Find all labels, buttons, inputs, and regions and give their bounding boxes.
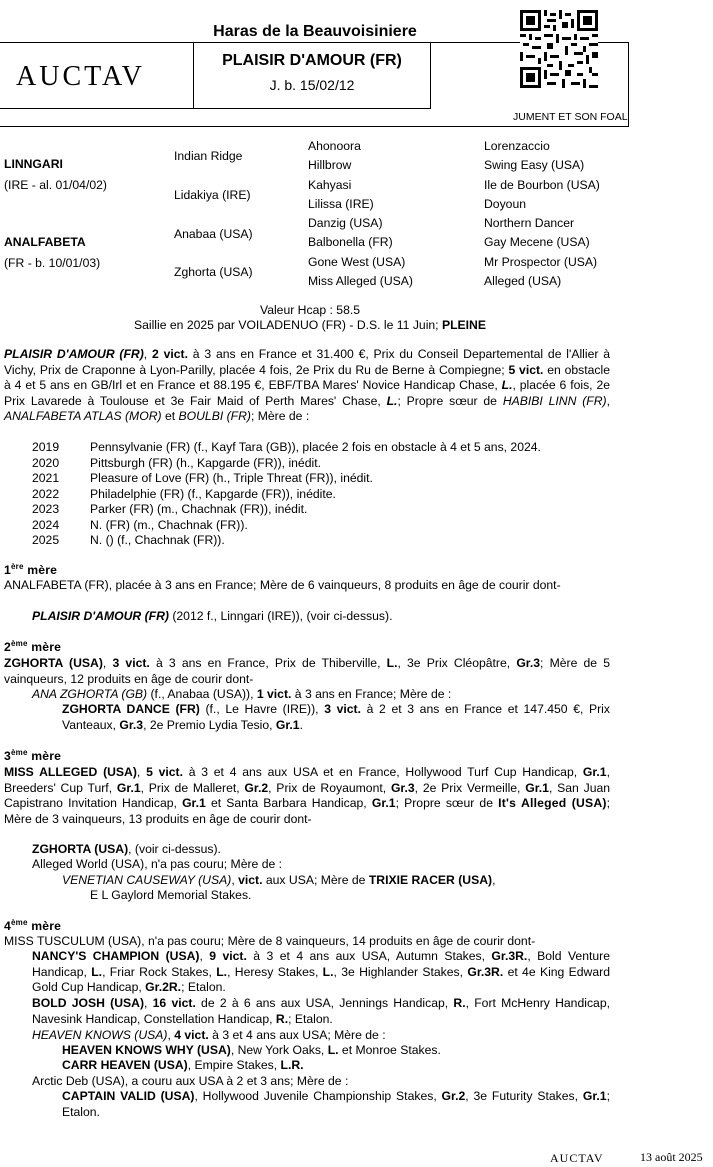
dam-2-heading [4, 640, 61, 656]
dam-3-heading [4, 749, 61, 765]
dam-1-child [32, 609, 392, 625]
gen4-8: Alleged (USA) [484, 274, 562, 288]
dam-3-alleged-world: Alleged World (USA), n'a pas couru; Mère de : [32, 857, 283, 871]
dam-3-text-3: , Prix de Malleret, [140, 780, 240, 795]
nancy-name: NANCY'S CHAMPION (USA) [32, 949, 200, 963]
dam-3-victories: 5 vict. [146, 765, 183, 779]
dance-text-1: (f., Le Havre (IRE)), [199, 702, 319, 716]
gen4-6: Gay Mecene (USA) [484, 235, 590, 249]
dam-1-num: 1 [4, 563, 11, 577]
summary-atlas: ANALFABETA ATLAS (MOR) [4, 409, 162, 423]
dam-3-text-1: à 3 et 4 ans aux USA et en France, Hollywood Turf Cup Handicap, [182, 765, 578, 779]
gen4-4: Doyoun [484, 197, 527, 211]
dam-2-name: ZGHORTA (USA) [4, 656, 103, 670]
dam-1-word: mère [23, 563, 58, 577]
header-divider-left [0, 108, 193, 109]
dam-1-sup: ère [10, 561, 24, 571]
gen2-3: Anabaa (USA) [174, 227, 253, 241]
hkw-name: HEAVEN KNOWS WHY (USA) [62, 1043, 231, 1057]
gen3-8: Miss Alleged (USA) [308, 274, 413, 288]
dam-2-text: ZGHORTA (USA), 3 vict. à 3 ans en France, Prix de Thiberville, L., 3e Prix Cléopâtre, Gr.3; Mère de 5 vainqueurs, 12 produits en âge de courir dont- [4, 656, 611, 686]
produce-text: Pleasure of Love (FR) (h., Triple Threat (FR)), inédit. [90, 471, 373, 485]
summary-sister: HABIBI LINN (FR) [502, 393, 607, 408]
venetian-causeway: VENETIAN CAUSEWAY (USA) [62, 873, 232, 887]
hk-text-1: , [167, 1028, 171, 1042]
dam-2-text-3: ; Mère de 5 vainqueurs, 12 produits en âge de courir dont- [4, 656, 611, 686]
produce-year: 2021 [32, 471, 60, 485]
nancy-text-6: , 3e Highlander Stakes, [333, 964, 464, 979]
trixie-text: , [492, 873, 496, 887]
nancys-champion [32, 949, 610, 996]
cap-text-2: , 3e Futurity Stakes, [465, 1089, 579, 1103]
hk-text-2: à 3 et 4 ans aux USA; Mère de : [208, 1028, 386, 1042]
produce-year: 2024 [32, 517, 60, 532]
dam-3-text-9: ; Mère de 3 vainqueurs, 13 produits en âge de courir dont- [4, 796, 610, 826]
dam-4-text: MISS TUSCULUM (USA), n'a pas couru; Mère de 8 vainqueurs, 14 produits en âge de courir dont- [4, 934, 536, 948]
cap-text-1: , Hollywood Juvenile Championship Stakes, [194, 1089, 437, 1103]
produce-year: 2020 [32, 455, 60, 470]
hk-name: HEAVEN KNOWS (USA) [32, 1028, 168, 1042]
dam-3-sibling: It's Alleged (USA) [498, 796, 607, 810]
gen3-4: Lilissa (IRE) [308, 197, 374, 211]
produce-row [32, 533, 632, 549]
bold-text-4: ; Etalon. [288, 1011, 333, 1026]
dam-3-group: Gr.3 [390, 780, 415, 795]
produce-row [32, 471, 632, 487]
dam-name: ANALFABETA [4, 235, 86, 249]
gen3-7: Gone West (USA) [308, 255, 406, 269]
nancy-listed: L. [91, 964, 103, 979]
dam-3-text-6: , San Juan Capistrano Invitation Handicap, [4, 780, 611, 810]
dam-2-listed: L. [386, 656, 398, 670]
gen3-2: Hillbrow [308, 158, 352, 172]
summary-listed-2: L. [386, 393, 398, 408]
summary-text-2: en obstacle à 4 et 5 ans en GB/Irl et en France et 88.195 €, EBF/TBA Mares' Novice Handicap Chase, [4, 362, 610, 392]
dam-2-text-2: , 3e Prix Cléopâtre, [397, 656, 511, 670]
summary-boulbi: BOULBI (FR) [178, 409, 251, 423]
dam-1-heading [4, 563, 57, 579]
gen2-4: Zghorta (USA) [174, 265, 253, 279]
sire-name: LINNGARI [4, 157, 63, 171]
hcap-value: Valeur Hcap : 58.5 [259, 303, 361, 317]
produce-text: Pennsylvanie (FR) (f., Kayf Tara (GB)), placée 2 fois en obstacle à 4 et 5 ans, 2024. [90, 440, 541, 454]
dam-2-num: 2 [4, 640, 11, 654]
gen3-6: Balbonella (FR) [308, 235, 393, 249]
nancy-victories: 9 vict. [209, 949, 247, 963]
heaven-knows-why [62, 1043, 441, 1059]
dam-4-num: 4 [4, 919, 11, 933]
gen2-1: Indian Ridge [174, 149, 243, 163]
nancy-group: Gr.2R. [145, 980, 182, 994]
dam-1-child-name: PLAISIR D'AMOUR (FR) [32, 609, 169, 623]
gen4-1: Lorenzaccio [484, 139, 550, 153]
zghorta-ref: ZGHORTA (USA) [32, 842, 129, 856]
dam-3-text-8: ; Propre sœur de [395, 796, 493, 810]
summary-listed-1: L. [501, 378, 513, 392]
dam-2-victories: 3 vict. [112, 656, 150, 670]
gen3-5: Danzig (USA) [308, 216, 383, 230]
nancy-group: Gr.3R. [467, 964, 504, 979]
category-label: JUMENT ET SON FOAL [513, 111, 628, 123]
dance-text-4: . [299, 717, 303, 732]
produce-year: 2025 [32, 533, 60, 547]
carr-heaven [62, 1058, 304, 1074]
venetian-victories: vict. [238, 873, 263, 887]
summary-text-6: et [161, 409, 176, 423]
produce-text: N. () (f., Chachnak (FR)). [90, 533, 225, 547]
dance-victories: 3 vict. [324, 702, 362, 716]
produce-row [32, 487, 632, 503]
nancy-text-7: et 4e King Edward Gold Cup Handicap, [32, 964, 610, 994]
ana-victories: 1 vict. [256, 687, 292, 701]
cap-text-3: ; Etalon. [62, 1089, 610, 1119]
bold-name: BOLD JOSH (USA) [32, 996, 145, 1010]
ana-zghorta: ANA ZGHORTA (GB) [32, 687, 148, 701]
saillie-status: PLEINE [441, 318, 486, 332]
bold-victories: 16 vict. [152, 996, 196, 1010]
auctav-logo: AUCTAV [16, 61, 145, 92]
produce-year: 2022 [32, 486, 60, 501]
nancy-text-2: à 3 et 4 ans aux USA, Autumn Stakes, [246, 949, 485, 963]
bold-restricted: R. [275, 1011, 289, 1026]
captain-valid [62, 1089, 610, 1120]
summary-victories: 2 vict. [152, 347, 188, 361]
dam-2-text-1: à 3 ans en France, Prix de Thiberville, [149, 656, 381, 670]
footer-logo: AUCTAV [550, 1151, 604, 1165]
hk-victories: 4 vict. [174, 1028, 209, 1042]
produce-year: 2019 [32, 440, 60, 454]
carr-listed: L.R. [280, 1058, 304, 1072]
cap-group: Gr.2 [441, 1089, 466, 1103]
produce-text: N. (FR) (m., Chachnak (FR)). [90, 517, 248, 532]
dam-3-group: Gr.1 [182, 796, 206, 810]
dam-3-sup: ème [10, 747, 28, 757]
zghorta-ref-text: , (voir ci-dessus). [128, 842, 221, 856]
produce-list [32, 440, 632, 549]
footer-date: 13 août 2025 [640, 1150, 703, 1164]
dam-3-venetian [62, 873, 610, 889]
dam-3-word: mère [27, 749, 62, 763]
summary-horse-name: PLAISIR D'AMOUR (FR) [4, 347, 144, 361]
hkw-listed: L. [327, 1043, 339, 1057]
nancy-text-8: ; Etalon. [181, 980, 226, 994]
dam-3-group: Gr.1 [116, 780, 141, 795]
gen3-1: Ahonoora [308, 139, 361, 153]
gen4-5: Northern Dancer [484, 216, 575, 230]
arctic-deb: Arctic Deb (USA), a couru aux USA à 2 et 3 ans; Mère de : [32, 1074, 349, 1088]
dam-3-text-7: et Santa Barbara Handicap, [205, 796, 367, 810]
heaven-knows [32, 1028, 386, 1044]
dam-2-daughter [32, 687, 451, 703]
nancy-listed: L. [216, 964, 228, 979]
nancy-text-1: , [199, 949, 203, 963]
produce-row [32, 440, 632, 456]
gen2-2: Lidakiya (IRE) [174, 188, 251, 202]
sire-info: (IRE - al. 01/04/02) [4, 178, 107, 192]
summary-text-4: ; Propre sœur de [397, 393, 497, 408]
dam-3-group: Gr.2 [244, 780, 269, 795]
gen3-3: Kahyasi [308, 178, 352, 192]
nancy-listed: L. [322, 964, 334, 979]
nancy-group: Gr.3R. [491, 949, 528, 963]
dam-3-group: Gr.1 [525, 780, 549, 795]
dam-3-zghorta [32, 842, 221, 858]
hkw-text-2: et Monroe Stakes. [338, 1043, 441, 1057]
ana-text-2: à 3 ans en France; Mère de : [291, 687, 452, 701]
summary-victories-2: 5 vict. [508, 362, 544, 377]
dam-1-text: ANALFABETA (FR), placée à 3 ans en France; Mère de 6 vainqueurs, 8 produits en âge de courir dont- [4, 578, 561, 592]
dam-2-group: Gr.3 [516, 656, 541, 670]
dam-4-heading [4, 919, 61, 935]
dance-group-3: Gr.3 [119, 717, 144, 732]
saillie-text: Saillie en 2025 par VOILADENUO (FR) - D.S. le 11 Juin; [133, 318, 439, 332]
header-category-line [0, 126, 628, 127]
gen4-2: Swing Easy (USA) [484, 158, 585, 172]
dam-3-text-4: , Prix de Royaumont, [268, 780, 387, 795]
produce-row [32, 518, 632, 534]
produce-year: 2023 [32, 502, 60, 516]
dam-3-text-5: , 2e Prix Vermeille, [414, 780, 521, 795]
dam-info: (FR - b. 10/01/03) [4, 256, 101, 270]
nancy-text-5: , Heresy Stakes, [227, 964, 319, 979]
dance-text-2: à 2 et 3 ans en France et 147.450 €, Prix Vanteaux, [62, 702, 610, 732]
horse-name: PLAISIR D'AMOUR (FR) [222, 52, 402, 69]
summary-text-3: , placée 6 fois, 2e Prix Lavarede à Toulouse et 3e Fair Maid of Perth Mares' Chase, [4, 378, 611, 408]
bold-text-1: , [144, 996, 148, 1010]
trixie-racer: TRIXIE RACER (USA) [368, 873, 493, 887]
venetian-text-2: aux USA; Mère de [262, 873, 366, 887]
horse-summary: PLAISIR D'AMOUR (FR), 2 vict. à 3 ans en France et 31.400 €, Prix du Conseil Departemental de l'Allier à Vichy, Prix de Craponne à Lyon-Parilly, placée 4 fois, 2e Prix du Ru de Berne à Compiegne; 5 vict. en obstacle à 4 et 5 ans en GB/Irl et en France et 88.195 €, EBF/TBA Mares' Novice Handicap Chase, L., placée 6 fois, 2e Prix Lavarede à Toulouse et 3e Fair Maid of Perth Mares' Chase, L.; Propre sœur de HABIBI LINN (FR), ANALFABETA ATLAS (MOR) et BOULBI (FR); Mère de : [4, 347, 611, 423]
summary-text-5: , [606, 393, 610, 408]
gen4-3: Ile de Bourbon (USA) [484, 178, 600, 192]
carr-name: CARR HEAVEN (USA) [62, 1058, 188, 1072]
bold-josh [32, 996, 610, 1027]
produce-text: Parker (FR) (m., Chachnak (FR)), inédit. [90, 502, 308, 516]
zghorta-dance: ZGHORTA DANCE (FR) [62, 702, 200, 716]
qr-code [520, 10, 598, 88]
summary-text-1: à 3 ans en France et 31.400 €, Prix du Conseil Departemental de l'Allier à Vichy, Prix de Craponne à Lyon-Parilly, placée 4 fois, 2e Prix du Ru de Berne à Compiegne; [4, 347, 610, 377]
dam-1-child-text: (2012 f., Linngari (IRE)), (voir ci-dessus). [168, 609, 393, 623]
summary-text-7: ; Mère de : [250, 409, 310, 423]
dam-3-group: Gr.1 [371, 796, 396, 810]
dam-3-text: MISS ALLEGED (USA), 5 vict. à 3 et 4 ans aux USA et en France, Hollywood Turf Cup Handicap, Gr.1, Breeders' Cup Turf, Gr.1, Prix de Malleret, Gr.2, Prix de Royaumont, Gr.3, 2e Prix Vermeille, Gr.1, San Juan Capistrano Invitation Handicap, Gr.1 et Santa Barbara Handicap, Gr.1; Propre sœur de It's Alleged (USA); Mère de 3 vainqueurs, 13 produits en âge de courir dont- [4, 765, 611, 826]
gen4-7: Mr Prospector (USA) [484, 255, 598, 269]
dam-3-text-2: , Breeders' Cup Turf, [4, 765, 610, 795]
dam-3-gaylord: E L Gaylord Memorial Stakes. [90, 888, 252, 902]
saillie-line [0, 318, 620, 334]
dam-2-grandchild [62, 702, 610, 733]
dance-text-3: , 2e Premio Lydia Tesio, [143, 717, 273, 732]
produce-row [32, 456, 632, 472]
dam-3-num: 3 [4, 749, 11, 763]
bold-text-2: de 2 à 6 ans aux USA, Jennings Handicap, [195, 996, 449, 1010]
hkw-text-1: , New York Oaks, [230, 1043, 325, 1057]
carr-text-1: , Empire Stakes, [187, 1058, 278, 1072]
dam-4-word: mère [27, 919, 62, 933]
cap-group: Gr.1 [582, 1089, 607, 1103]
ana-text-1: (f., Anabaa (USA)), [147, 687, 254, 701]
dam-4-sup: ème [10, 917, 28, 927]
header-bottom-line [193, 108, 431, 109]
dam-2-word: mère [27, 640, 62, 654]
bold-text-3: , Fort McHenry Handicap, Navesink Handicap, Constellation Handicap, [32, 996, 610, 1026]
dam-3-name: MISS ALLEGED (USA) [4, 765, 137, 779]
produce-text: Pittsburgh (FR) (h., Kapgarde (FR)), inédit. [90, 455, 321, 470]
nancy-text-3: , Bold Venture Handicap, [32, 949, 610, 979]
horse-info: J. b. 15/02/12 [269, 77, 355, 93]
dance-group-1: Gr.1 [275, 717, 300, 732]
farm-name: Haras de la Beauvoisiniere [213, 23, 417, 40]
bold-restricted: R. [453, 996, 466, 1010]
venetian-text-1: , [231, 873, 235, 887]
dam-2-sup: ème [10, 638, 28, 648]
nancy-text-4: , Friar Rock Stakes, [102, 964, 212, 979]
dam-3-group: Gr.1 [582, 765, 607, 779]
produce-row [32, 502, 632, 518]
cap-name: CAPTAIN VALID (USA) [62, 1089, 195, 1103]
produce-text: Philadelphie (FR) (f., Kapgarde (FR)), inédite. [90, 486, 336, 501]
